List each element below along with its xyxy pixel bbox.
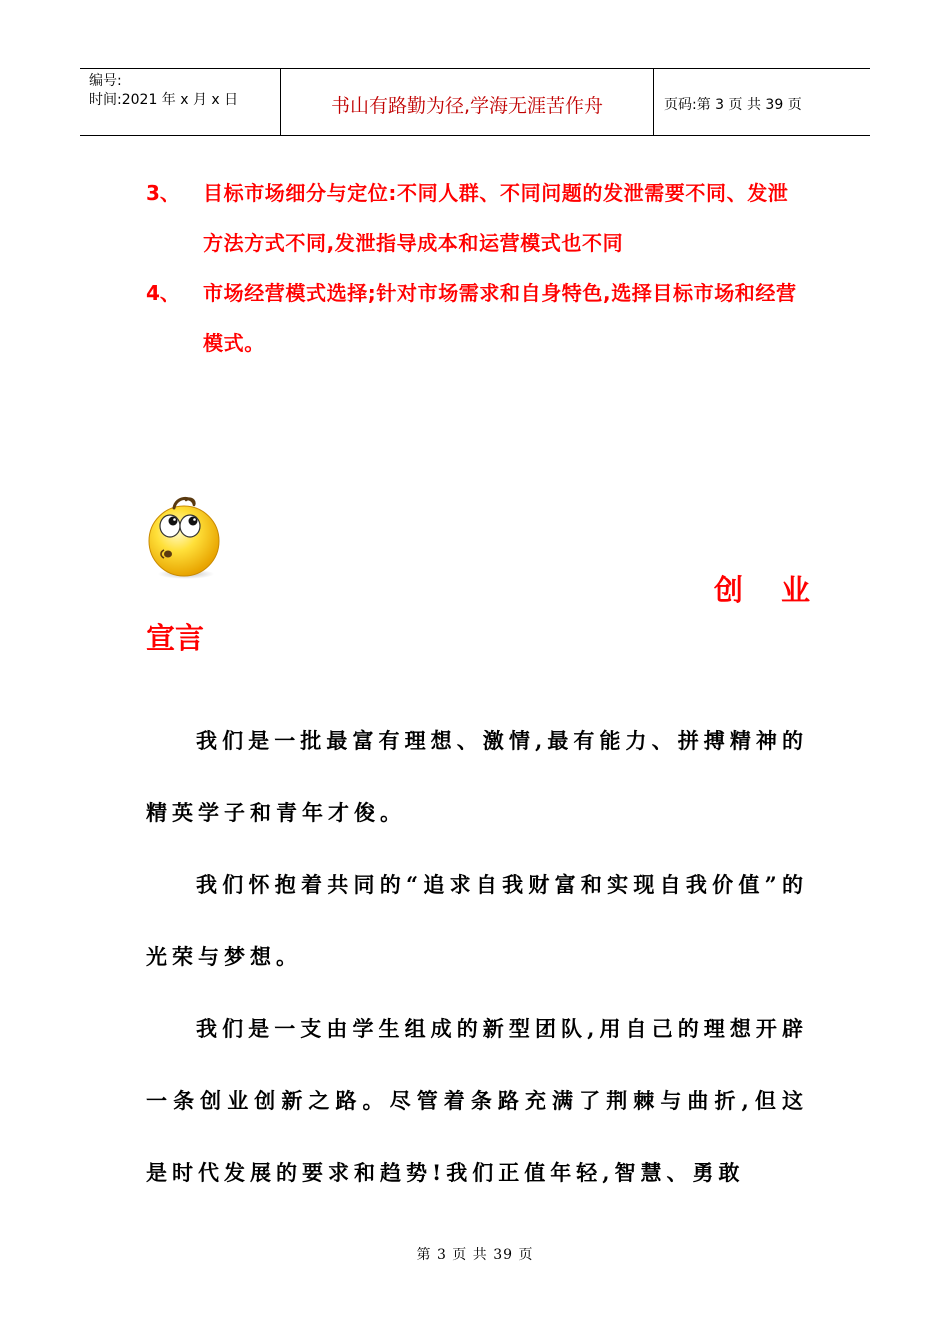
header-number-label: 编号: [89,73,122,89]
header-date-label: 时间:2021 年 x 月 x 日 [89,92,239,108]
section-heading [146,566,848,662]
declaration-body [146,705,808,1209]
header-meta [80,69,281,135]
list-item-text: 市场经营模式选择;针对市场需求和自身特色,选择目标市场和经营模式。 [203,281,797,355]
heading-line-2: 宣言 [146,621,205,655]
heading-line-1: 创业 [713,573,848,607]
paragraph: 我们怀抱着共同的“追求自我财富和实现自我价值”的光荣与梦想。 [146,872,808,969]
page-header [80,68,870,136]
list-item [146,168,806,268]
numbered-list [146,168,806,368]
paragraph: 我们是一批最富有理想、激情,最有能力、拼搏精神的精英学子和青年才俊。 [146,728,808,825]
list-item [146,268,806,368]
header-page-info: 页码:第 3 页 共 39 页 [664,97,802,113]
paragraph: 我们是一支由学生组成的新型团队,用自己的理想开辟一条创业创新之路。尽管着条路充满了荆棘与曲折,但这是时代发展的要求和趋势!我们正值年轻,智慧、勇敢 [146,1016,808,1185]
list-item-number: 3、 [146,181,180,205]
page-footer: 第 3 页 共 39 页 [416,1247,534,1263]
list-item-number: 4、 [146,281,180,305]
header-motto: 书山有路勤为径,学海无涯苦作舟 [281,69,654,135]
list-item-text: 目标市场细分与定位:不同人群、不同问题的发泄需要不同、发泄方法方式不同,发泄指导成本和运营模式也不同 [203,181,789,255]
